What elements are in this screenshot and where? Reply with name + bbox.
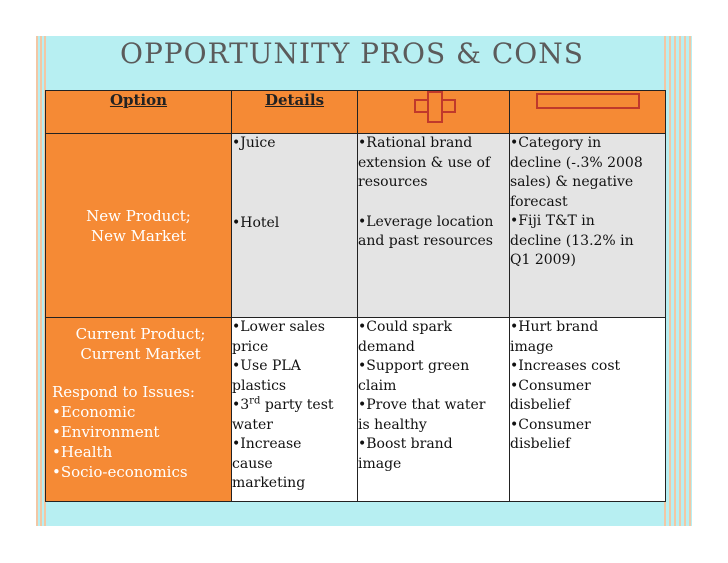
pros-cons-table: [45, 90, 666, 502]
header-cons: [510, 91, 666, 134]
details-cell: •Juice •Hotel: [232, 134, 358, 318]
cons-cell: •Hurt brand image •Increases cost •Consumer disbelief •Consumer disbelief: [510, 318, 666, 502]
table-row: [46, 318, 666, 502]
option-current-product: Current Product; Current Market Respond to Issues: •Economic •Environment •Health •Socio-economics: [46, 318, 232, 502]
header-option: Option: [46, 91, 232, 134]
header-details: Details: [232, 91, 358, 134]
option-new-product: New Product; New Market: [46, 134, 232, 318]
plus-icon: [414, 91, 454, 121]
table-row: [46, 134, 666, 318]
pros-cell: •Rational brand extension & use of resources •Leverage location and past resources: [358, 134, 510, 318]
cons-cell: •Category in decline (-.3% 2008 sales) & negative forecast •Fiji T&T in decline (13.2% in Q1 2009): [510, 134, 666, 318]
pros-cell: •Could spark demand •Support green claim •Prove that water is healthy •Boost brand image: [358, 318, 510, 502]
header-pros: [358, 91, 510, 134]
table-header-row: [46, 91, 666, 134]
right-stripe-decoration: [664, 36, 692, 526]
details-cell: •Lower sales price •Use PLA plastics •3rd party test water •Increase cause marketing: [232, 318, 358, 502]
slide-title: OPPORTUNITY PROS & CONS: [120, 37, 584, 70]
minus-icon: [536, 93, 640, 109]
